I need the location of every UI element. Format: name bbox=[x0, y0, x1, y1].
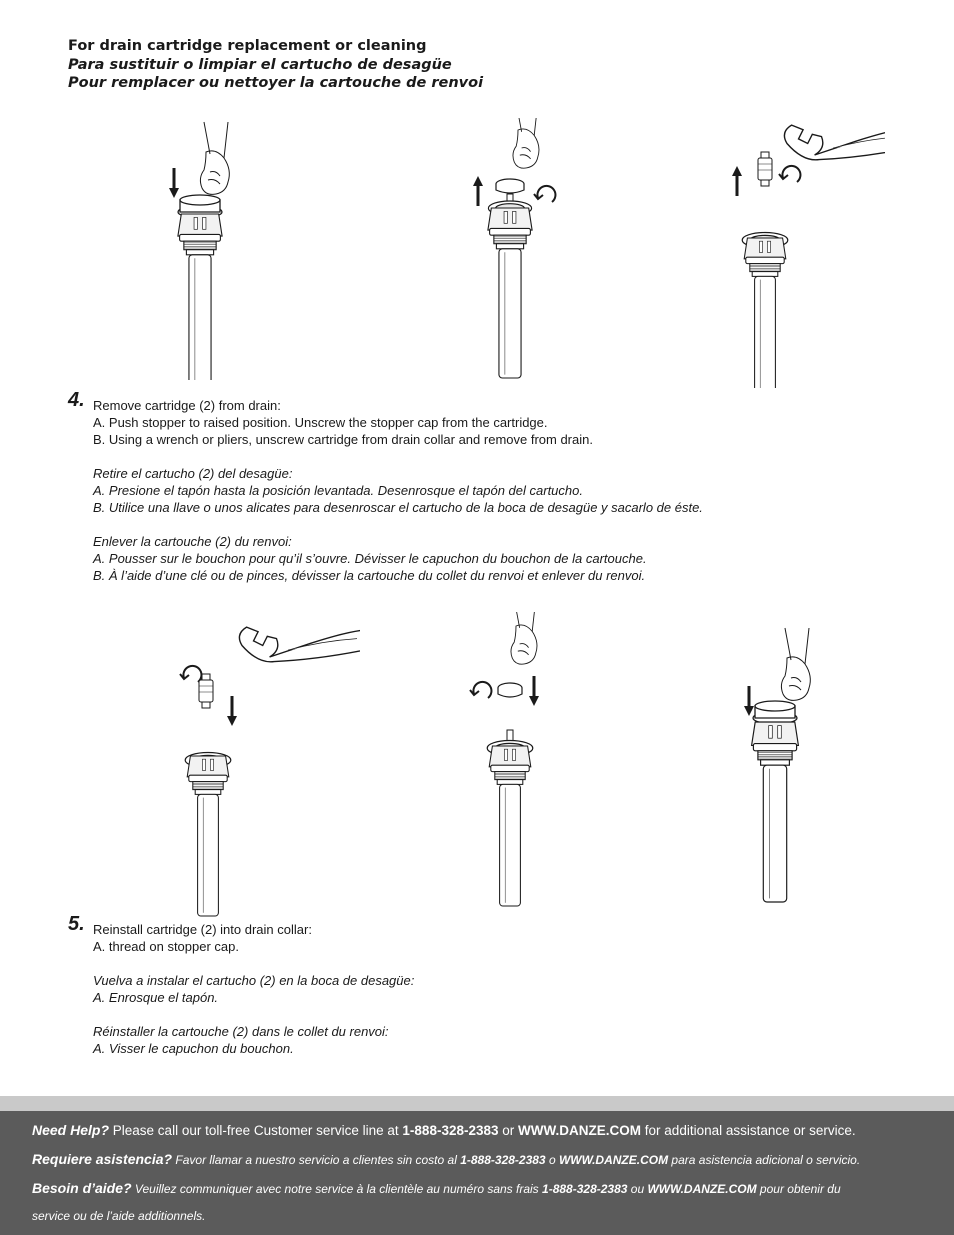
step-5-instructions bbox=[68, 913, 415, 1057]
footer-es-lead: Requiere asistencia? bbox=[32, 1151, 173, 1167]
illustration-4-push-stopper bbox=[150, 110, 250, 380]
step-4-number: 4. bbox=[68, 389, 85, 411]
illustration-5-thread-cap bbox=[460, 612, 580, 917]
footer-fr-website-link[interactable]: WWW.DANZE.COM bbox=[647, 1182, 757, 1196]
footer-band bbox=[0, 1096, 954, 1111]
step-5-en-a: A. thread on stopper cap. bbox=[93, 939, 239, 954]
step-4-es-b: B. Utilice una llave o unos alicates para desenroscar el cartucho de la boca de desagüe y sacarlo de éste. bbox=[93, 500, 703, 515]
illustration-5-seat-stopper bbox=[725, 612, 835, 917]
footer-es-text-2: para asistencia adicional o servicio. bbox=[671, 1153, 861, 1167]
step-5-fr-title: Réinstaller la cartouche (2) dans le collet du renvoi: bbox=[93, 1024, 389, 1039]
footer-fr-lead: Besoin d’aide? bbox=[32, 1180, 132, 1196]
step-4-fr-a: A. Pousser sur le bouchon pour qu’il s’ouvre. Dévisser le capuchon du bouchon de la cartouche. bbox=[93, 551, 647, 566]
footer-fr-phone[interactable]: 1-888-328-2383 bbox=[542, 1182, 628, 1196]
footer-es-or: o bbox=[548, 1153, 556, 1167]
footer-spanish bbox=[32, 1151, 860, 1167]
footer-en-text-2: for additional assistance or service. bbox=[644, 1123, 856, 1138]
step-4-en-title: Remove cartridge (2) from drain: bbox=[93, 398, 281, 413]
step-5-en-title: Reinstall cartridge (2) into drain collar: bbox=[93, 922, 312, 937]
step-4-en-a: A. Push stopper to raised position. Unscrew the stopper cap from the cartridge. bbox=[93, 415, 548, 430]
section-header bbox=[68, 37, 483, 93]
step-4-es-title: Retire el cartucho (2) del desagüe: bbox=[93, 466, 293, 481]
step-5-es-a: A. Enrosque el tapón. bbox=[93, 990, 219, 1005]
footer-en-text-1: Please call our toll-free Customer service line at bbox=[112, 1123, 399, 1138]
illustration-4-remove-cartridge bbox=[715, 118, 885, 388]
footer-en-lead: Need Help? bbox=[32, 1122, 110, 1138]
footer-french bbox=[32, 1180, 841, 1196]
illustration-4-unscrew-cap bbox=[460, 118, 570, 388]
header-spanish: Para sustituir o limpiar el cartucho de desagüe bbox=[68, 56, 452, 73]
header-english: For drain cartridge replacement or cleaning bbox=[68, 38, 427, 54]
step-5-fr-a: A. Visser le capuchon du bouchon. bbox=[93, 1041, 294, 1056]
footer-fr-text-1: Veuillez communiquer avec notre service à la clientèle au numéro sans frais bbox=[134, 1182, 539, 1196]
footer-en-website-link[interactable]: WWW.DANZE.COM bbox=[518, 1123, 642, 1138]
step-4-en-b: B. Using a wrench or pliers, unscrew cartridge from drain collar and remove from drain. bbox=[93, 432, 593, 447]
footer-fr-or: ou bbox=[630, 1182, 645, 1196]
step-4-fr-title: Enlever la cartouche (2) du renvoi: bbox=[93, 534, 292, 549]
step-4-instructions bbox=[68, 389, 703, 584]
header-french: Pour remplacer ou nettoyer la cartouche de renvoi bbox=[68, 75, 484, 91]
step-4-es-a: A. Presione el tapón hasta la posición levantada. Desenrosque el tapón del cartucho. bbox=[93, 483, 583, 498]
footer-english bbox=[32, 1122, 856, 1138]
help-footer bbox=[0, 1111, 954, 1235]
footer-es-phone[interactable]: 1-888-328-2383 bbox=[460, 1153, 546, 1167]
step-5-es-title: Vuelva a instalar el cartucho (2) en la boca de desagüe: bbox=[93, 973, 415, 988]
footer-es-text-1: Favor llamar a nuestro servicio a clientes sin costo al bbox=[175, 1153, 457, 1167]
footer-en-phone[interactable]: 1-888-328-2383 bbox=[402, 1123, 499, 1138]
footer-en-or: or bbox=[502, 1123, 515, 1138]
footer-es-website-link[interactable]: WWW.DANZE.COM bbox=[558, 1153, 669, 1167]
step-4-fr-b: B. À l’aide d’une clé ou de pinces, dévisser la cartouche du collet du renvoi et enlever du renvoi. bbox=[93, 568, 646, 583]
footer-fr-text-2: pour obtenir du bbox=[759, 1182, 841, 1196]
step-5-number: 5. bbox=[68, 913, 85, 935]
footer-french-continued: service ou de l’aide additionnels. bbox=[32, 1209, 206, 1223]
illustration-5-install-cartridge bbox=[140, 612, 360, 917]
